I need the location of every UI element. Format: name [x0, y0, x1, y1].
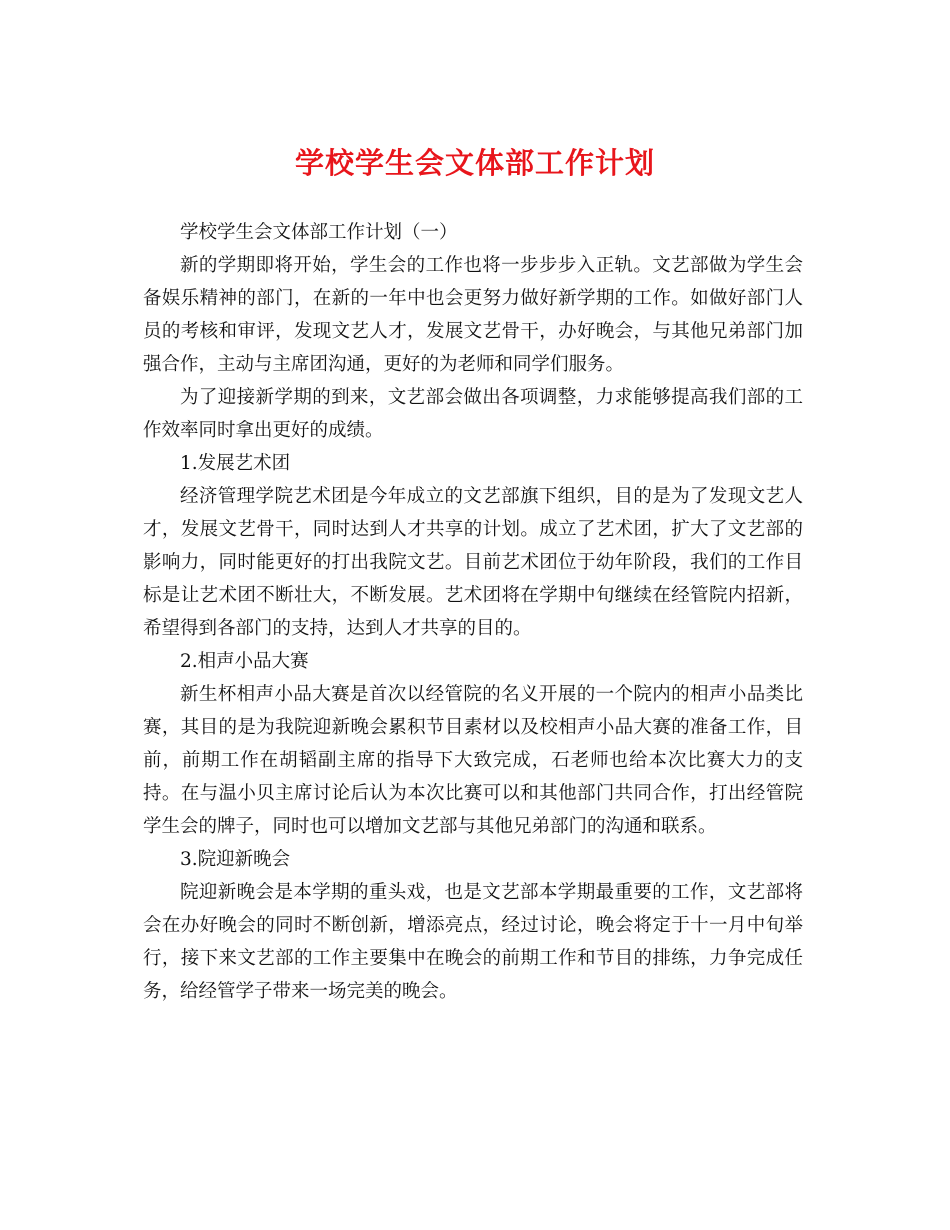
paragraph-adjustment: 为了迎接新学期的到来，文艺部会做出各项调整，力求能够提高我们部的工作效率同时拿出更好的成绩。 [143, 387, 803, 441]
section-heading-crosstalk-contest: 2.相声小品大赛 [180, 651, 309, 672]
paragraph-intro: 新的学期即将开始，学生会的工作也将一步步步入正轨。文艺部做为学生会备娱乐精神的部门，在新的一年中也会更努力做好新学期的工作。如做好部门人员的考核和审评，发现文艺人才，发展文艺骨干，办好晚会，与其他兄弟部门加强合作，主动与主席团沟通，更好的为老师和同学们服务。 [143, 255, 803, 375]
paragraph-crosstalk-contest: 新生杯相声小品大赛是首次以经管院的名义开展的一个院内的相声小品类比赛，其目的是为我院迎新晚会累积节目素材以及校相声小品大赛的准备工作，目前，前期工作在胡韬副主席的指导下大致完成，石老师也给本次比赛大力的支持。在与温小贝主席讨论后认为本次比赛可以和其他部门共同合作，打出经管院学生会的牌子，同时也可以增加文艺部与其他兄弟部门的沟通和联系。 [143, 684, 803, 837]
paragraph-welcome-gala: 院迎新晚会是本学期的重头戏，也是文艺部本学期最重要的工作，文艺部将会在办好晚会的同时不断创新，增添亮点，经过讨论，晚会将定于十一月中旬举行，接下来文艺部的工作主要集中在晚会的前期工作和节目的排练，力争完成任务，给经管学子带来一场完美的晚会。 [143, 882, 803, 1002]
paragraph-art-troupe: 经济管理学院艺术团是今年成立的文艺部旗下组织，目的是为了发现文艺人才，发展文艺骨干，同时达到人才共享的计划。成立了艺术团，扩大了文艺部的影响力，同时能更好的打出我院文艺。目前艺术团位于幼年阶段，我们的工作目标是让艺术团不断壮大，不断发展。艺术团将在学期中旬继续在经管院内招新，希望得到各部门的支持，达到人才共享的目的。 [143, 486, 803, 639]
document-title: 学校学生会文体部工作计划 [294, 146, 655, 180]
section-heading-art-troupe: 1.发展艺术团 [180, 453, 291, 474]
section-heading-welcome-gala: 3.院迎新晚会 [180, 849, 291, 870]
document-subtitle: 学校学生会文体部工作计划（一） [180, 222, 458, 243]
document-body [143, 216, 803, 1008]
